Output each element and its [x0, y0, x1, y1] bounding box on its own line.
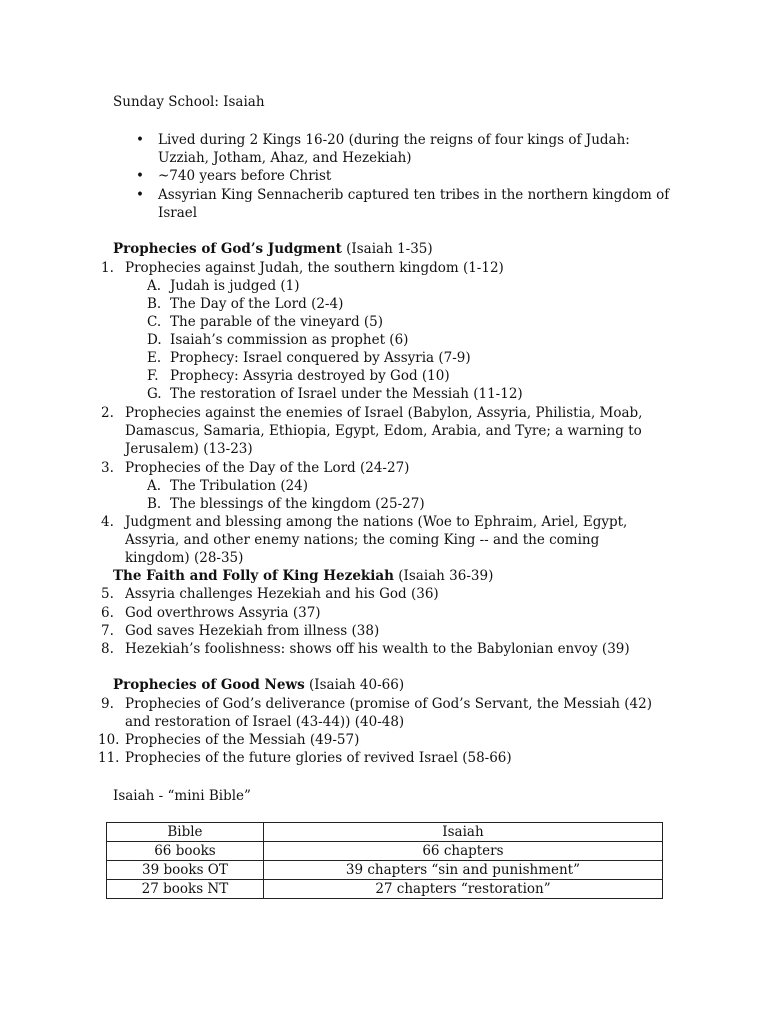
bullet-item: • ~740 years before Christ	[158, 167, 678, 185]
item-number: 2.	[101, 405, 114, 421]
sub-item-letter: G.	[147, 386, 162, 402]
section-heading-bold: The Faith and Folly of King Hezekiah	[113, 568, 394, 584]
table-cell: 39 chapters “sin and punishment”	[263, 861, 662, 880]
sub-item: Judah is judged (1)	[170, 278, 300, 294]
section-heading	[113, 676, 404, 694]
outline-item: Prophecies of the Day of the Lord (24-27)	[125, 460, 410, 476]
outline-item: Judgment and blessing among the nations (Woe to Ephraim, Ariel, Egypt, Assyria, and other enemy nations; the coming King -- and the coming kingdom) (28-35)	[125, 514, 628, 567]
sub-item: Prophecy: Assyria destroyed by God (10)	[170, 368, 450, 384]
sub-item: The blessings of the kingdom (25-27)	[170, 496, 425, 512]
table-cell: 27 chapters “restoration”	[263, 880, 662, 899]
outline-item: God overthrows Assyria (37)	[125, 605, 321, 621]
table-cell: 27 books NT	[107, 880, 264, 899]
page-title: Sunday School: Isaiah	[113, 94, 265, 110]
outline-item: Hezekiah’s foolishness: shows off his wealth to the Babylonian envoy (39)	[125, 641, 630, 657]
sub-item-letter: A.	[147, 278, 162, 294]
table-row	[107, 842, 663, 861]
item-number: 10.	[98, 732, 120, 748]
sub-item: The parable of the vineyard (5)	[170, 314, 384, 330]
sub-item: The restoration of Israel under the Messiah (11-12)	[170, 386, 523, 402]
item-number: 1.	[101, 260, 114, 276]
sub-item-letter: C.	[147, 314, 162, 330]
item-number: 5.	[101, 586, 114, 602]
outline-item: Prophecies of God’s deliverance (promise of God’s Servant, the Messiah (42) and restoration of Israel (43-44)) (40-48)	[125, 696, 652, 731]
item-number: 3.	[101, 460, 114, 476]
comparison-table	[106, 822, 663, 899]
section-heading-bold: Prophecies of God’s Judgment	[113, 241, 342, 257]
section-heading-bold: Prophecies of Good News	[113, 677, 305, 693]
sub-item-letter: B.	[147, 296, 162, 312]
item-number: 7.	[101, 623, 114, 639]
outline-item: Prophecies of the Messiah (49-57)	[125, 732, 360, 748]
section-heading	[113, 567, 493, 585]
outline-item: God saves Hezekiah from illness (38)	[125, 623, 380, 639]
sub-item: Prophecy: Israel conquered by Assyria (7-9)	[170, 350, 471, 366]
sub-item-letter: A.	[147, 478, 162, 494]
section-heading-range: (Isaiah 36-39)	[393, 568, 494, 584]
sub-item: The Day of the Lord (2-4)	[170, 296, 344, 312]
bullet-item: • Assyrian King Sennacherib captured ten tribes in the northern kingdom of Israel	[158, 186, 678, 222]
item-number: 8.	[101, 641, 114, 657]
outline-item: Prophecies of the future glories of revived Israel (58-66)	[125, 750, 512, 766]
table-row	[107, 880, 663, 899]
outline-item: Prophecies against the enemies of Israel (Babylon, Assyria, Philistia, Moab, Damascus, Samaria, Ethiopia, Egypt, Edom, Arabia, and Tyre; a warning to Jerusalem) (13-23)	[125, 405, 643, 458]
table-row	[107, 861, 663, 880]
section-heading-range: (Isaiah 1-35)	[341, 241, 433, 257]
sub-item-letter: D.	[147, 332, 162, 348]
sub-item: Isaiah’s commission as prophet (6)	[170, 332, 409, 348]
sub-item-letter: E.	[147, 350, 162, 366]
table-header-row	[107, 823, 663, 842]
table-cell: 39 books OT	[107, 861, 264, 880]
item-number: 6.	[101, 605, 114, 621]
item-number: 11.	[98, 750, 120, 766]
table-header-cell: Bible	[107, 823, 264, 842]
table-cell: 66 chapters	[263, 842, 662, 861]
section-heading	[113, 240, 433, 258]
outline-item: Assyria challenges Hezekiah and his God (36)	[125, 586, 439, 602]
intro-bullet-list	[158, 131, 678, 222]
item-number: 4.	[101, 514, 114, 530]
table-cell: 66 books	[107, 842, 264, 861]
sub-item-letter: B.	[147, 496, 162, 512]
item-number: 9.	[101, 696, 114, 712]
sub-item: The Tribulation (24)	[170, 478, 309, 494]
mini-bible-caption: Isaiah - “mini Bible”	[113, 788, 251, 804]
bullet-item: • Lived during 2 Kings 16-20 (during the reigns of four kings of Judah: Uzziah, Jotham, Ahaz, and Hezekiah)	[158, 131, 678, 167]
section-heading-range: (Isaiah 40-66)	[304, 677, 405, 693]
sub-item-letter: F.	[147, 368, 159, 384]
table-header-cell: Isaiah	[263, 823, 662, 842]
outline-item: Prophecies against Judah, the southern kingdom (1-12)	[125, 260, 504, 276]
